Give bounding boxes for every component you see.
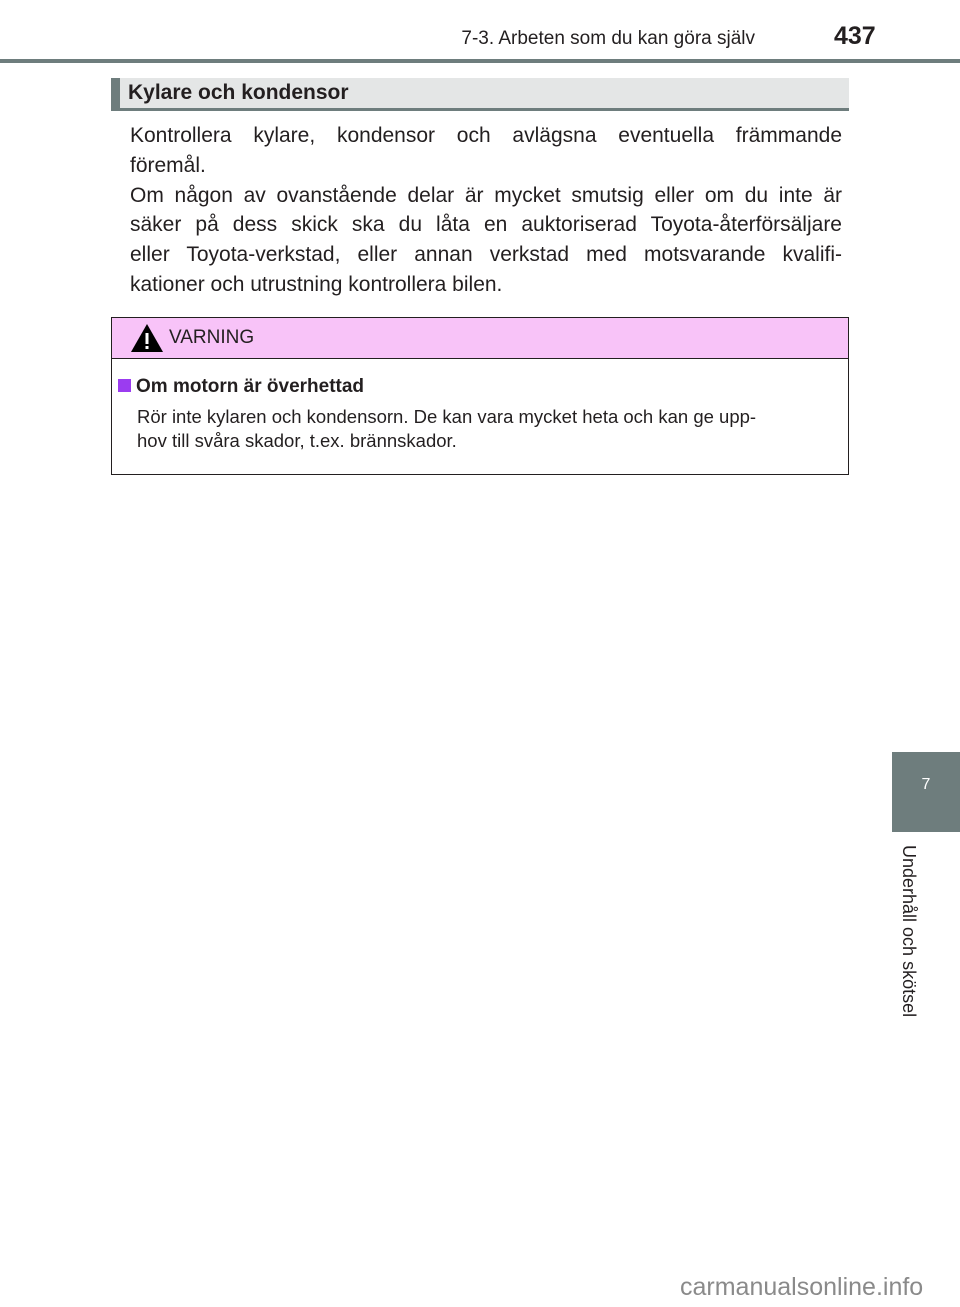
section-title: Kylare och kondensor <box>111 78 849 111</box>
text-line: Rör inte kylaren och kondensorn. De kan vara mycket heta och kan ge upp- <box>137 406 757 427</box>
body-text <box>130 121 842 300</box>
warning-label: VARNING <box>169 327 255 348</box>
text-line: Kontrollera kylare, kondensor och avlägsna eventuella främmande <box>130 124 842 147</box>
chapter-title: Underhåll och skötsel <box>899 845 919 1018</box>
warning-heading-text: Om motorn är överhettad <box>136 376 365 397</box>
text-line: kationer och utrustning kontrollera bilen. <box>130 272 503 296</box>
warning-triangle-icon <box>130 323 164 353</box>
watermark: carmanualsonline.info <box>680 1273 924 1301</box>
warning-heading <box>118 376 364 398</box>
text-line: hov till svåra skador, t.ex. brännskador. <box>137 430 457 451</box>
text-line: eller Toyota-verkstad, eller annan verkstad med motsvarande kvalifi- <box>130 243 842 267</box>
header-divider <box>0 59 960 63</box>
square-bullet-icon <box>118 379 131 392</box>
warning-box <box>111 317 849 475</box>
text-line: säker på dess skick ska du låta en auktoriserad Toyota-återförsäljare <box>130 213 842 237</box>
paragraph <box>130 121 842 181</box>
chapter-tab: 7 <box>892 752 960 832</box>
header-section-title: 7-3. Arbeten som du kan göra själv <box>461 28 755 49</box>
text-line: föremål. <box>130 153 206 177</box>
text-line: Om någon av ovanstående delar är mycket smutsig eller om du inte är <box>130 183 842 207</box>
warning-text <box>137 405 837 453</box>
warning-header <box>112 318 848 359</box>
page-number: 437 <box>834 22 876 50</box>
paragraph <box>130 181 842 300</box>
